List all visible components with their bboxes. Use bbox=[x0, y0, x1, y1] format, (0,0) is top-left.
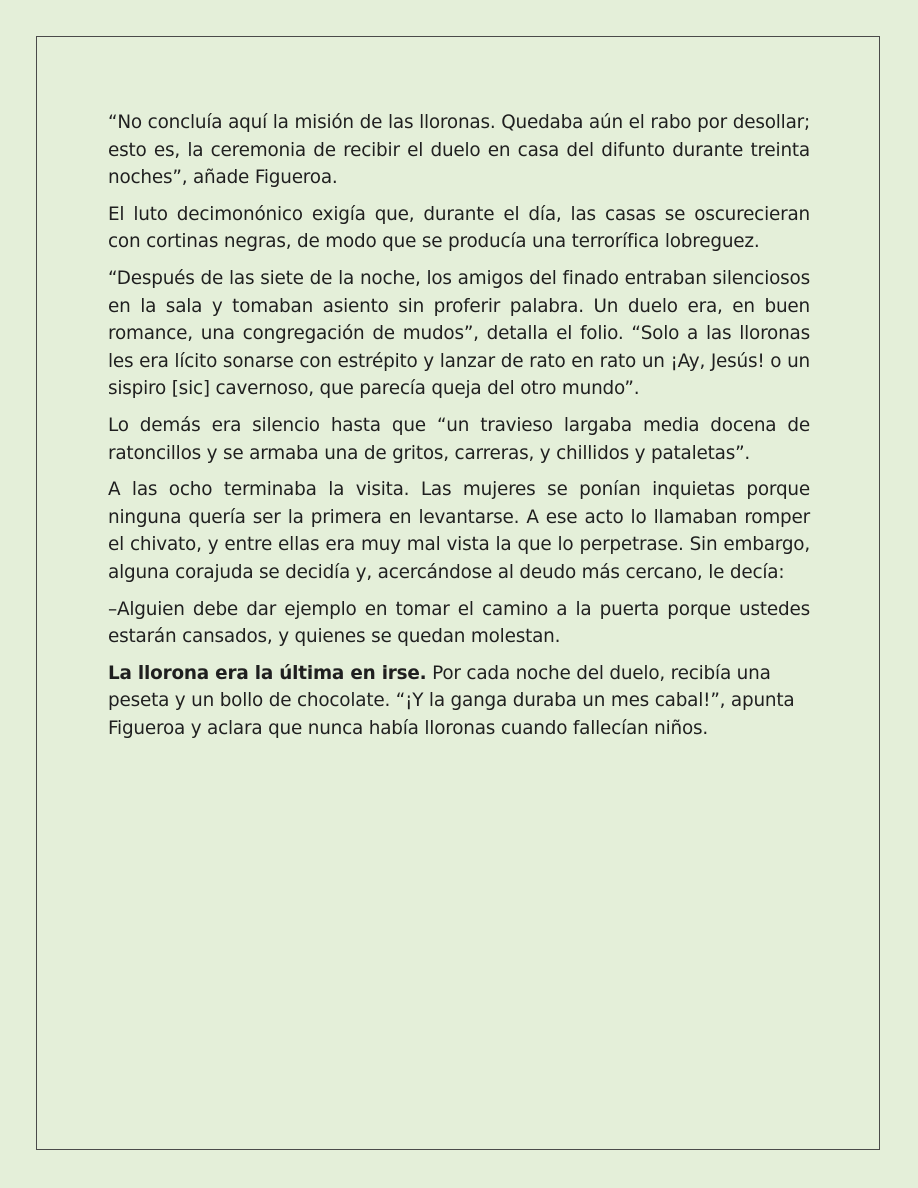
paragraph-3: “Después de las siete de la noche, los amigos del finado entraban silenciosos en la sala y tomaban asiento sin proferir palabra. Un duelo era, en buen romance, una congregación de mudos”, detalla el folio. “Solo a las lloronas les era lícito sonarse con estrépito y lanzar de rato en rato un ¡Ay, Jesús! o un sispiro [sic] cavernoso, que parecía queja del otro mundo”. bbox=[108, 267, 810, 400]
paragraph-1: “No concluía aquí la misión de las lloronas. Quedaba aún el rabo por desollar; esto es, la ceremonia de recibir el duelo en casa del difunto durante treinta noches”, añade Figueroa. bbox=[108, 112, 810, 189]
paragraph-6: –Alguien debe dar ejemplo en tomar el camino a la puerta porque ustedes estarán cansados, y quienes se quedan molestan. bbox=[108, 598, 810, 648]
paragraph-7 bbox=[108, 660, 810, 743]
paragraph-5: A las ocho terminaba la visita. Las mujeres se ponían inquietas porque ninguna quería ser la primera en levantarse. A ese acto lo llamaban romper el chivato, y entre ellas era muy mal vista la que lo perpetrase. Sin embargo, alguna corajuda se decidía y, acercándose al deudo más cercano, le decía: bbox=[108, 479, 810, 583]
paragraph-7-text: Por cada noche del duelo, recibía una peseta y un bollo de chocolate. “¡Y la ganga duraba un mes cabal!”, apunta Figueroa y aclara que nunca había lloronas cuando fallecían niños. bbox=[108, 662, 795, 739]
paragraph-7-bold-lead: La llorona era la última en irse. bbox=[108, 662, 427, 684]
document-body bbox=[108, 109, 810, 751]
paragraph-4: Lo demás era silencio hasta que “un travieso largaba media docena de ratoncillos y se armaba una de gritos, carreras, y chillidos y pataletas”. bbox=[108, 414, 810, 464]
paragraph-2: El luto decimonónico exigía que, durante el día, las casas se oscurecieran con cortinas negras, de modo que se producía una terrorífica lobreguez. bbox=[108, 203, 810, 253]
